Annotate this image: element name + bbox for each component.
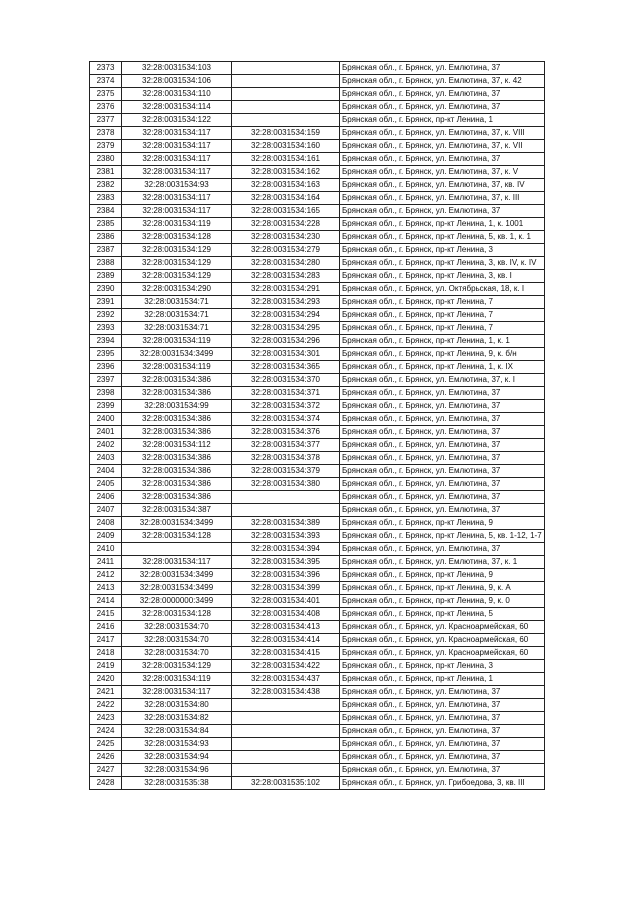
- land-plot-cadastral-number: 32:28:0031534:106: [122, 75, 232, 88]
- row-number: 2383: [90, 192, 122, 205]
- row-number: 2421: [90, 686, 122, 699]
- table-row: [90, 309, 545, 322]
- row-number: 2414: [90, 595, 122, 608]
- object-cadastral-number: 32:28:0031534:283: [232, 270, 340, 283]
- land-plot-cadastral-number: 32:28:0031534:70: [122, 634, 232, 647]
- row-number: 2382: [90, 179, 122, 192]
- land-plot-cadastral-number: 32:28:0031535:38: [122, 777, 232, 790]
- table-row: [90, 374, 545, 387]
- land-plot-cadastral-number: 32:28:0031534:93: [122, 738, 232, 751]
- land-plot-cadastral-number: 32:28:0031534:128: [122, 608, 232, 621]
- row-number: 2427: [90, 764, 122, 777]
- table-row: [90, 751, 545, 764]
- land-plot-cadastral-number: 32:28:0031534:129: [122, 270, 232, 283]
- row-number: 2375: [90, 88, 122, 101]
- object-cadastral-number: [232, 751, 340, 764]
- table-row: [90, 621, 545, 634]
- land-plot-cadastral-number: 32:28:0031534:117: [122, 192, 232, 205]
- table-body: [90, 62, 545, 790]
- row-number: 2376: [90, 101, 122, 114]
- land-plot-cadastral-number: 32:28:0031534:93: [122, 179, 232, 192]
- table-row: [90, 88, 545, 101]
- address-cell: Брянская обл., г. Брянск, ул. Емлютина, 37, к. 42: [340, 75, 545, 88]
- land-plot-cadastral-number: 32:28:0031534:84: [122, 725, 232, 738]
- object-cadastral-number: 32:28:0031535:102: [232, 777, 340, 790]
- table-row: [90, 569, 545, 582]
- row-number: 2413: [90, 582, 122, 595]
- object-cadastral-number: 32:28:0031534:413: [232, 621, 340, 634]
- object-cadastral-number: 32:28:0031534:365: [232, 361, 340, 374]
- row-number: 2407: [90, 504, 122, 517]
- land-plot-cadastral-number: 32:28:0031534:3499: [122, 582, 232, 595]
- object-cadastral-number: 32:28:0031534:165: [232, 205, 340, 218]
- address-cell: Брянская обл., г. Брянск, ул. Емлютина, 37: [340, 62, 545, 75]
- cadastral-register-table: [89, 61, 545, 790]
- row-number: 2396: [90, 361, 122, 374]
- table-row: [90, 231, 545, 244]
- land-plot-cadastral-number: 32:28:0000000:3499: [122, 595, 232, 608]
- table-row: [90, 738, 545, 751]
- address-cell: Брянская обл., г. Брянск, пр-кт Ленина, 5, кв. 1-12, 1-7: [340, 530, 545, 543]
- object-cadastral-number: 32:28:0031534:293: [232, 296, 340, 309]
- table-row: [90, 270, 545, 283]
- address-cell: Брянская обл., г. Брянск, ул. Красноармейская, 60: [340, 621, 545, 634]
- object-cadastral-number: [232, 504, 340, 517]
- table-row: [90, 153, 545, 166]
- object-cadastral-number: 32:28:0031534:389: [232, 517, 340, 530]
- row-number: 2380: [90, 153, 122, 166]
- address-cell: Брянская обл., г. Брянск, ул. Емлютина, 37: [340, 205, 545, 218]
- address-cell: Брянская обл., г. Брянск, ул. Емлютина, 37: [340, 439, 545, 452]
- object-cadastral-number: 32:28:0031534:399: [232, 582, 340, 595]
- table-row: [90, 296, 545, 309]
- row-number: 2419: [90, 660, 122, 673]
- address-cell: Брянская обл., г. Брянск, ул. Емлютина, 37: [340, 101, 545, 114]
- table-row: [90, 244, 545, 257]
- land-plot-cadastral-number: 32:28:0031534:387: [122, 504, 232, 517]
- row-number: 2384: [90, 205, 122, 218]
- object-cadastral-number: 32:28:0031534:393: [232, 530, 340, 543]
- land-plot-cadastral-number: 32:28:0031534:117: [122, 153, 232, 166]
- address-cell: Брянская обл., г. Брянск, ул. Емлютина, 37: [340, 153, 545, 166]
- table-row: [90, 205, 545, 218]
- object-cadastral-number: [232, 699, 340, 712]
- table-row: [90, 504, 545, 517]
- land-plot-cadastral-number: 32:28:0031534:129: [122, 257, 232, 270]
- object-cadastral-number: 32:28:0031534:401: [232, 595, 340, 608]
- row-number: 2392: [90, 309, 122, 322]
- land-plot-cadastral-number: 32:28:0031534:290: [122, 283, 232, 296]
- table-row: [90, 686, 545, 699]
- row-number: 2423: [90, 712, 122, 725]
- address-cell: Брянская обл., г. Брянск, ул. Октябрьская, 18, к. I: [340, 283, 545, 296]
- table-row: [90, 712, 545, 725]
- address-cell: Брянская обл., г. Брянск, ул. Емлютина, 37: [340, 764, 545, 777]
- address-cell: Брянская обл., г. Брянск, пр-кт Ленина, 9, к. б/н: [340, 348, 545, 361]
- land-plot-cadastral-number: 32:28:0031534:119: [122, 335, 232, 348]
- table-row: [90, 361, 545, 374]
- table-row: [90, 556, 545, 569]
- land-plot-cadastral-number: 32:28:0031534:96: [122, 764, 232, 777]
- land-plot-cadastral-number: 32:28:0031534:70: [122, 621, 232, 634]
- address-cell: Брянская обл., г. Брянск, ул. Емлютина, 37: [340, 751, 545, 764]
- land-plot-cadastral-number: 32:28:0031534:386: [122, 478, 232, 491]
- land-plot-cadastral-number: 32:28:0031534:122: [122, 114, 232, 127]
- address-cell: Брянская обл., г. Брянск, ул. Емлютина, 37: [340, 738, 545, 751]
- table-row: [90, 647, 545, 660]
- object-cadastral-number: 32:28:0031534:371: [232, 387, 340, 400]
- address-cell: Брянская обл., г. Брянск, ул. Грибоедова, 3, кв. III: [340, 777, 545, 790]
- row-number: 2411: [90, 556, 122, 569]
- row-number: 2391: [90, 296, 122, 309]
- object-cadastral-number: 32:28:0031534:296: [232, 335, 340, 348]
- table-row: [90, 140, 545, 153]
- land-plot-cadastral-number: 32:28:0031534:117: [122, 686, 232, 699]
- land-plot-cadastral-number: 32:28:0031534:112: [122, 439, 232, 452]
- table-row: [90, 348, 545, 361]
- address-cell: Брянская обл., г. Брянск, ул. Емлютина, 37, к. VII: [340, 140, 545, 153]
- address-cell: Брянская обл., г. Брянск, ул. Емлютина, 37: [340, 686, 545, 699]
- object-cadastral-number: [232, 764, 340, 777]
- address-cell: Брянская обл., г. Брянск, пр-кт Ленина, 9, к. А: [340, 582, 545, 595]
- table-row: [90, 101, 545, 114]
- object-cadastral-number: 32:28:0031534:294: [232, 309, 340, 322]
- row-number: 2420: [90, 673, 122, 686]
- table-row: [90, 114, 545, 127]
- row-number: 2405: [90, 478, 122, 491]
- address-cell: Брянская обл., г. Брянск, ул. Емлютина, 37, к. III: [340, 192, 545, 205]
- table-row: [90, 608, 545, 621]
- address-cell: Брянская обл., г. Брянск, пр-кт Ленина, 7: [340, 296, 545, 309]
- table-row: [90, 218, 545, 231]
- row-number: 2397: [90, 374, 122, 387]
- address-cell: Брянская обл., г. Брянск, ул. Емлютина, 37: [340, 413, 545, 426]
- object-cadastral-number: 32:28:0031534:228: [232, 218, 340, 231]
- row-number: 2415: [90, 608, 122, 621]
- row-number: 2394: [90, 335, 122, 348]
- address-cell: Брянская обл., г. Брянск, ул. Емлютина, 37, к. I: [340, 374, 545, 387]
- table-row: [90, 777, 545, 790]
- object-cadastral-number: 32:28:0031534:163: [232, 179, 340, 192]
- row-number: 2418: [90, 647, 122, 660]
- address-cell: Брянская обл., г. Брянск, пр-кт Ленина, 1, к. IX: [340, 361, 545, 374]
- land-plot-cadastral-number: 32:28:0031534:386: [122, 413, 232, 426]
- land-plot-cadastral-number: 32:28:0031534:3499: [122, 517, 232, 530]
- object-cadastral-number: 32:28:0031534:301: [232, 348, 340, 361]
- land-plot-cadastral-number: 32:28:0031534:70: [122, 647, 232, 660]
- row-number: 2381: [90, 166, 122, 179]
- row-number: 2402: [90, 439, 122, 452]
- address-cell: Брянская обл., г. Брянск, ул. Красноармейская, 60: [340, 634, 545, 647]
- table-row: [90, 725, 545, 738]
- land-plot-cadastral-number: 32:28:0031534:386: [122, 374, 232, 387]
- object-cadastral-number: 32:28:0031534:379: [232, 465, 340, 478]
- land-plot-cadastral-number: 32:28:0031534:386: [122, 387, 232, 400]
- land-plot-cadastral-number: 32:28:0031534:117: [122, 140, 232, 153]
- land-plot-cadastral-number: 32:28:0031534:386: [122, 465, 232, 478]
- row-number: 2410: [90, 543, 122, 556]
- object-cadastral-number: [232, 75, 340, 88]
- address-cell: Брянская обл., г. Брянск, ул. Емлютина, 37: [340, 491, 545, 504]
- address-cell: Брянская обл., г. Брянск, пр-кт Ленина, 7: [340, 309, 545, 322]
- land-plot-cadastral-number: 32:28:0031534:110: [122, 88, 232, 101]
- address-cell: Брянская обл., г. Брянск, пр-кт Ленина, 1, к. 1001: [340, 218, 545, 231]
- object-cadastral-number: [232, 114, 340, 127]
- land-plot-cadastral-number: 32:28:0031534:386: [122, 426, 232, 439]
- table-row: [90, 426, 545, 439]
- land-plot-cadastral-number: 32:28:0031534:128: [122, 231, 232, 244]
- address-cell: Брянская обл., г. Брянск, пр-кт Ленина, 3, кв. I: [340, 270, 545, 283]
- row-number: 2406: [90, 491, 122, 504]
- address-cell: Брянская обл., г. Брянск, ул. Емлютина, 37: [340, 465, 545, 478]
- address-cell: Брянская обл., г. Брянск, пр-кт Ленина, 3, кв. IV, к. IV: [340, 257, 545, 270]
- object-cadastral-number: 32:28:0031534:279: [232, 244, 340, 257]
- object-cadastral-number: 32:28:0031534:438: [232, 686, 340, 699]
- land-plot-cadastral-number: 32:28:0031534:114: [122, 101, 232, 114]
- row-number: 2428: [90, 777, 122, 790]
- address-cell: Брянская обл., г. Брянск, ул. Емлютина, 37: [340, 400, 545, 413]
- table-row: [90, 764, 545, 777]
- address-cell: Брянская обл., г. Брянск, ул. Емлютина, 37: [340, 712, 545, 725]
- table-row: [90, 166, 545, 179]
- row-number: 2386: [90, 231, 122, 244]
- land-plot-cadastral-number: 32:28:0031534:129: [122, 660, 232, 673]
- object-cadastral-number: 32:28:0031534:295: [232, 322, 340, 335]
- object-cadastral-number: 32:28:0031534:396: [232, 569, 340, 582]
- table-row: [90, 530, 545, 543]
- object-cadastral-number: 32:28:0031534:370: [232, 374, 340, 387]
- land-plot-cadastral-number: 32:28:0031534:3499: [122, 348, 232, 361]
- land-plot-cadastral-number: 32:28:0031534:117: [122, 166, 232, 179]
- address-cell: Брянская обл., г. Брянск, ул. Емлютина, 37: [340, 543, 545, 556]
- row-number: 2389: [90, 270, 122, 283]
- table-row: [90, 634, 545, 647]
- object-cadastral-number: 32:28:0031534:380: [232, 478, 340, 491]
- object-cadastral-number: 32:28:0031534:437: [232, 673, 340, 686]
- table-row: [90, 387, 545, 400]
- land-plot-cadastral-number: 32:28:0031534:71: [122, 309, 232, 322]
- table-row: [90, 257, 545, 270]
- row-number: 2400: [90, 413, 122, 426]
- land-plot-cadastral-number: 32:28:0031534:129: [122, 244, 232, 257]
- table-row: [90, 660, 545, 673]
- address-cell: Брянская обл., г. Брянск, ул. Емлютина, 37: [340, 452, 545, 465]
- table-row: [90, 517, 545, 530]
- row-number: 2404: [90, 465, 122, 478]
- row-number: 2374: [90, 75, 122, 88]
- table-row: [90, 452, 545, 465]
- object-cadastral-number: 32:28:0031534:408: [232, 608, 340, 621]
- object-cadastral-number: 32:28:0031534:394: [232, 543, 340, 556]
- table-row: [90, 179, 545, 192]
- address-cell: Брянская обл., г. Брянск, ул. Емлютина, 37, кв. IV: [340, 179, 545, 192]
- address-cell: Брянская обл., г. Брянск, пр-кт Ленина, 9: [340, 569, 545, 582]
- table-row: [90, 439, 545, 452]
- row-number: 2426: [90, 751, 122, 764]
- object-cadastral-number: [232, 491, 340, 504]
- address-cell: Брянская обл., г. Брянск, ул. Красноармейская, 60: [340, 647, 545, 660]
- table-row: [90, 582, 545, 595]
- address-cell: Брянская обл., г. Брянск, пр-кт Ленина, 9, к. 0: [340, 595, 545, 608]
- row-number: 2399: [90, 400, 122, 413]
- land-plot-cadastral-number: [122, 543, 232, 556]
- object-cadastral-number: 32:28:0031534:372: [232, 400, 340, 413]
- land-plot-cadastral-number: 32:28:0031534:117: [122, 205, 232, 218]
- address-cell: Брянская обл., г. Брянск, ул. Емлютина, 37: [340, 478, 545, 491]
- address-cell: Брянская обл., г. Брянск, ул. Емлютина, 37: [340, 426, 545, 439]
- table-row: [90, 322, 545, 335]
- address-cell: Брянская обл., г. Брянск, пр-кт Ленина, 5, кв. 1, к. 1: [340, 231, 545, 244]
- address-cell: Брянская обл., г. Брянск, пр-кт Ленина, 1, к. 1: [340, 335, 545, 348]
- row-number: 2403: [90, 452, 122, 465]
- table-row: [90, 478, 545, 491]
- land-plot-cadastral-number: 32:28:0031534:71: [122, 296, 232, 309]
- land-plot-cadastral-number: 32:28:0031534:80: [122, 699, 232, 712]
- address-cell: Брянская обл., г. Брянск, пр-кт Ленина, 3: [340, 244, 545, 257]
- object-cadastral-number: 32:28:0031534:415: [232, 647, 340, 660]
- object-cadastral-number: 32:28:0031534:376: [232, 426, 340, 439]
- land-plot-cadastral-number: 32:28:0031534:3499: [122, 569, 232, 582]
- address-cell: Брянская обл., г. Брянск, ул. Емлютина, 37: [340, 88, 545, 101]
- row-number: 2379: [90, 140, 122, 153]
- row-number: 2425: [90, 738, 122, 751]
- row-number: 2416: [90, 621, 122, 634]
- land-plot-cadastral-number: 32:28:0031534:103: [122, 62, 232, 75]
- row-number: 2408: [90, 517, 122, 530]
- land-plot-cadastral-number: 32:28:0031534:94: [122, 751, 232, 764]
- row-number: 2417: [90, 634, 122, 647]
- object-cadastral-number: [232, 101, 340, 114]
- address-cell: Брянская обл., г. Брянск, ул. Емлютина, 37: [340, 504, 545, 517]
- address-cell: Брянская обл., г. Брянск, ул. Емлютина, 37, к. 1: [340, 556, 545, 569]
- address-cell: Брянская обл., г. Брянск, ул. Емлютина, 37: [340, 725, 545, 738]
- table-row: [90, 543, 545, 556]
- row-number: 2412: [90, 569, 122, 582]
- object-cadastral-number: 32:28:0031534:280: [232, 257, 340, 270]
- object-cadastral-number: 32:28:0031534:161: [232, 153, 340, 166]
- table-row: [90, 192, 545, 205]
- table-row: [90, 335, 545, 348]
- object-cadastral-number: [232, 725, 340, 738]
- object-cadastral-number: 32:28:0031534:378: [232, 452, 340, 465]
- address-cell: Брянская обл., г. Брянск, пр-кт Ленина, 9: [340, 517, 545, 530]
- object-cadastral-number: 32:28:0031534:291: [232, 283, 340, 296]
- table-row: [90, 595, 545, 608]
- object-cadastral-number: [232, 712, 340, 725]
- table-row: [90, 413, 545, 426]
- row-number: 2378: [90, 127, 122, 140]
- land-plot-cadastral-number: 32:28:0031534:82: [122, 712, 232, 725]
- object-cadastral-number: 32:28:0031534:377: [232, 439, 340, 452]
- table-row: [90, 75, 545, 88]
- address-cell: Брянская обл., г. Брянск, пр-кт Ленина, 1: [340, 114, 545, 127]
- object-cadastral-number: [232, 88, 340, 101]
- object-cadastral-number: 32:28:0031534:160: [232, 140, 340, 153]
- address-cell: Брянская обл., г. Брянск, ул. Емлютина, 37, к. V: [340, 166, 545, 179]
- land-plot-cadastral-number: 32:28:0031534:71: [122, 322, 232, 335]
- land-plot-cadastral-number: 32:28:0031534:386: [122, 491, 232, 504]
- row-number: 2385: [90, 218, 122, 231]
- object-cadastral-number: 32:28:0031534:414: [232, 634, 340, 647]
- row-number: 2409: [90, 530, 122, 543]
- table-row: [90, 127, 545, 140]
- address-cell: Брянская обл., г. Брянск, ул. Емлютина, 37, к. VIII: [340, 127, 545, 140]
- object-cadastral-number: 32:28:0031534:230: [232, 231, 340, 244]
- row-number: 2398: [90, 387, 122, 400]
- land-plot-cadastral-number: 32:28:0031534:119: [122, 218, 232, 231]
- table-row: [90, 491, 545, 504]
- object-cadastral-number: [232, 738, 340, 751]
- row-number: 2377: [90, 114, 122, 127]
- object-cadastral-number: 32:28:0031534:395: [232, 556, 340, 569]
- table-row: [90, 465, 545, 478]
- table-row: [90, 62, 545, 75]
- land-plot-cadastral-number: 32:28:0031534:117: [122, 556, 232, 569]
- row-number: 2422: [90, 699, 122, 712]
- address-cell: Брянская обл., г. Брянск, ул. Емлютина, 37: [340, 699, 545, 712]
- row-number: 2373: [90, 62, 122, 75]
- land-plot-cadastral-number: 32:28:0031534:119: [122, 361, 232, 374]
- address-cell: Брянская обл., г. Брянск, пр-кт Ленина, 7: [340, 322, 545, 335]
- row-number: 2395: [90, 348, 122, 361]
- table-row: [90, 283, 545, 296]
- object-cadastral-number: 32:28:0031534:159: [232, 127, 340, 140]
- object-cadastral-number: [232, 62, 340, 75]
- row-number: 2424: [90, 725, 122, 738]
- row-number: 2387: [90, 244, 122, 257]
- object-cadastral-number: 32:28:0031534:164: [232, 192, 340, 205]
- address-cell: Брянская обл., г. Брянск, ул. Емлютина, 37: [340, 387, 545, 400]
- table-row: [90, 673, 545, 686]
- land-plot-cadastral-number: 32:28:0031534:117: [122, 127, 232, 140]
- land-plot-cadastral-number: 32:28:0031534:128: [122, 530, 232, 543]
- object-cadastral-number: 32:28:0031534:422: [232, 660, 340, 673]
- land-plot-cadastral-number: 32:28:0031534:99: [122, 400, 232, 413]
- address-cell: Брянская обл., г. Брянск, пр-кт Ленина, 1: [340, 673, 545, 686]
- row-number: 2393: [90, 322, 122, 335]
- object-cadastral-number: 32:28:0031534:162: [232, 166, 340, 179]
- address-cell: Брянская обл., г. Брянск, пр-кт Ленина, 3: [340, 660, 545, 673]
- address-cell: Брянская обл., г. Брянск, пр-кт Ленина, 5: [340, 608, 545, 621]
- table-row: [90, 699, 545, 712]
- row-number: 2388: [90, 257, 122, 270]
- row-number: 2390: [90, 283, 122, 296]
- table-row: [90, 400, 545, 413]
- land-plot-cadastral-number: 32:28:0031534:119: [122, 673, 232, 686]
- object-cadastral-number: 32:28:0031534:374: [232, 413, 340, 426]
- land-plot-cadastral-number: 32:28:0031534:386: [122, 452, 232, 465]
- row-number: 2401: [90, 426, 122, 439]
